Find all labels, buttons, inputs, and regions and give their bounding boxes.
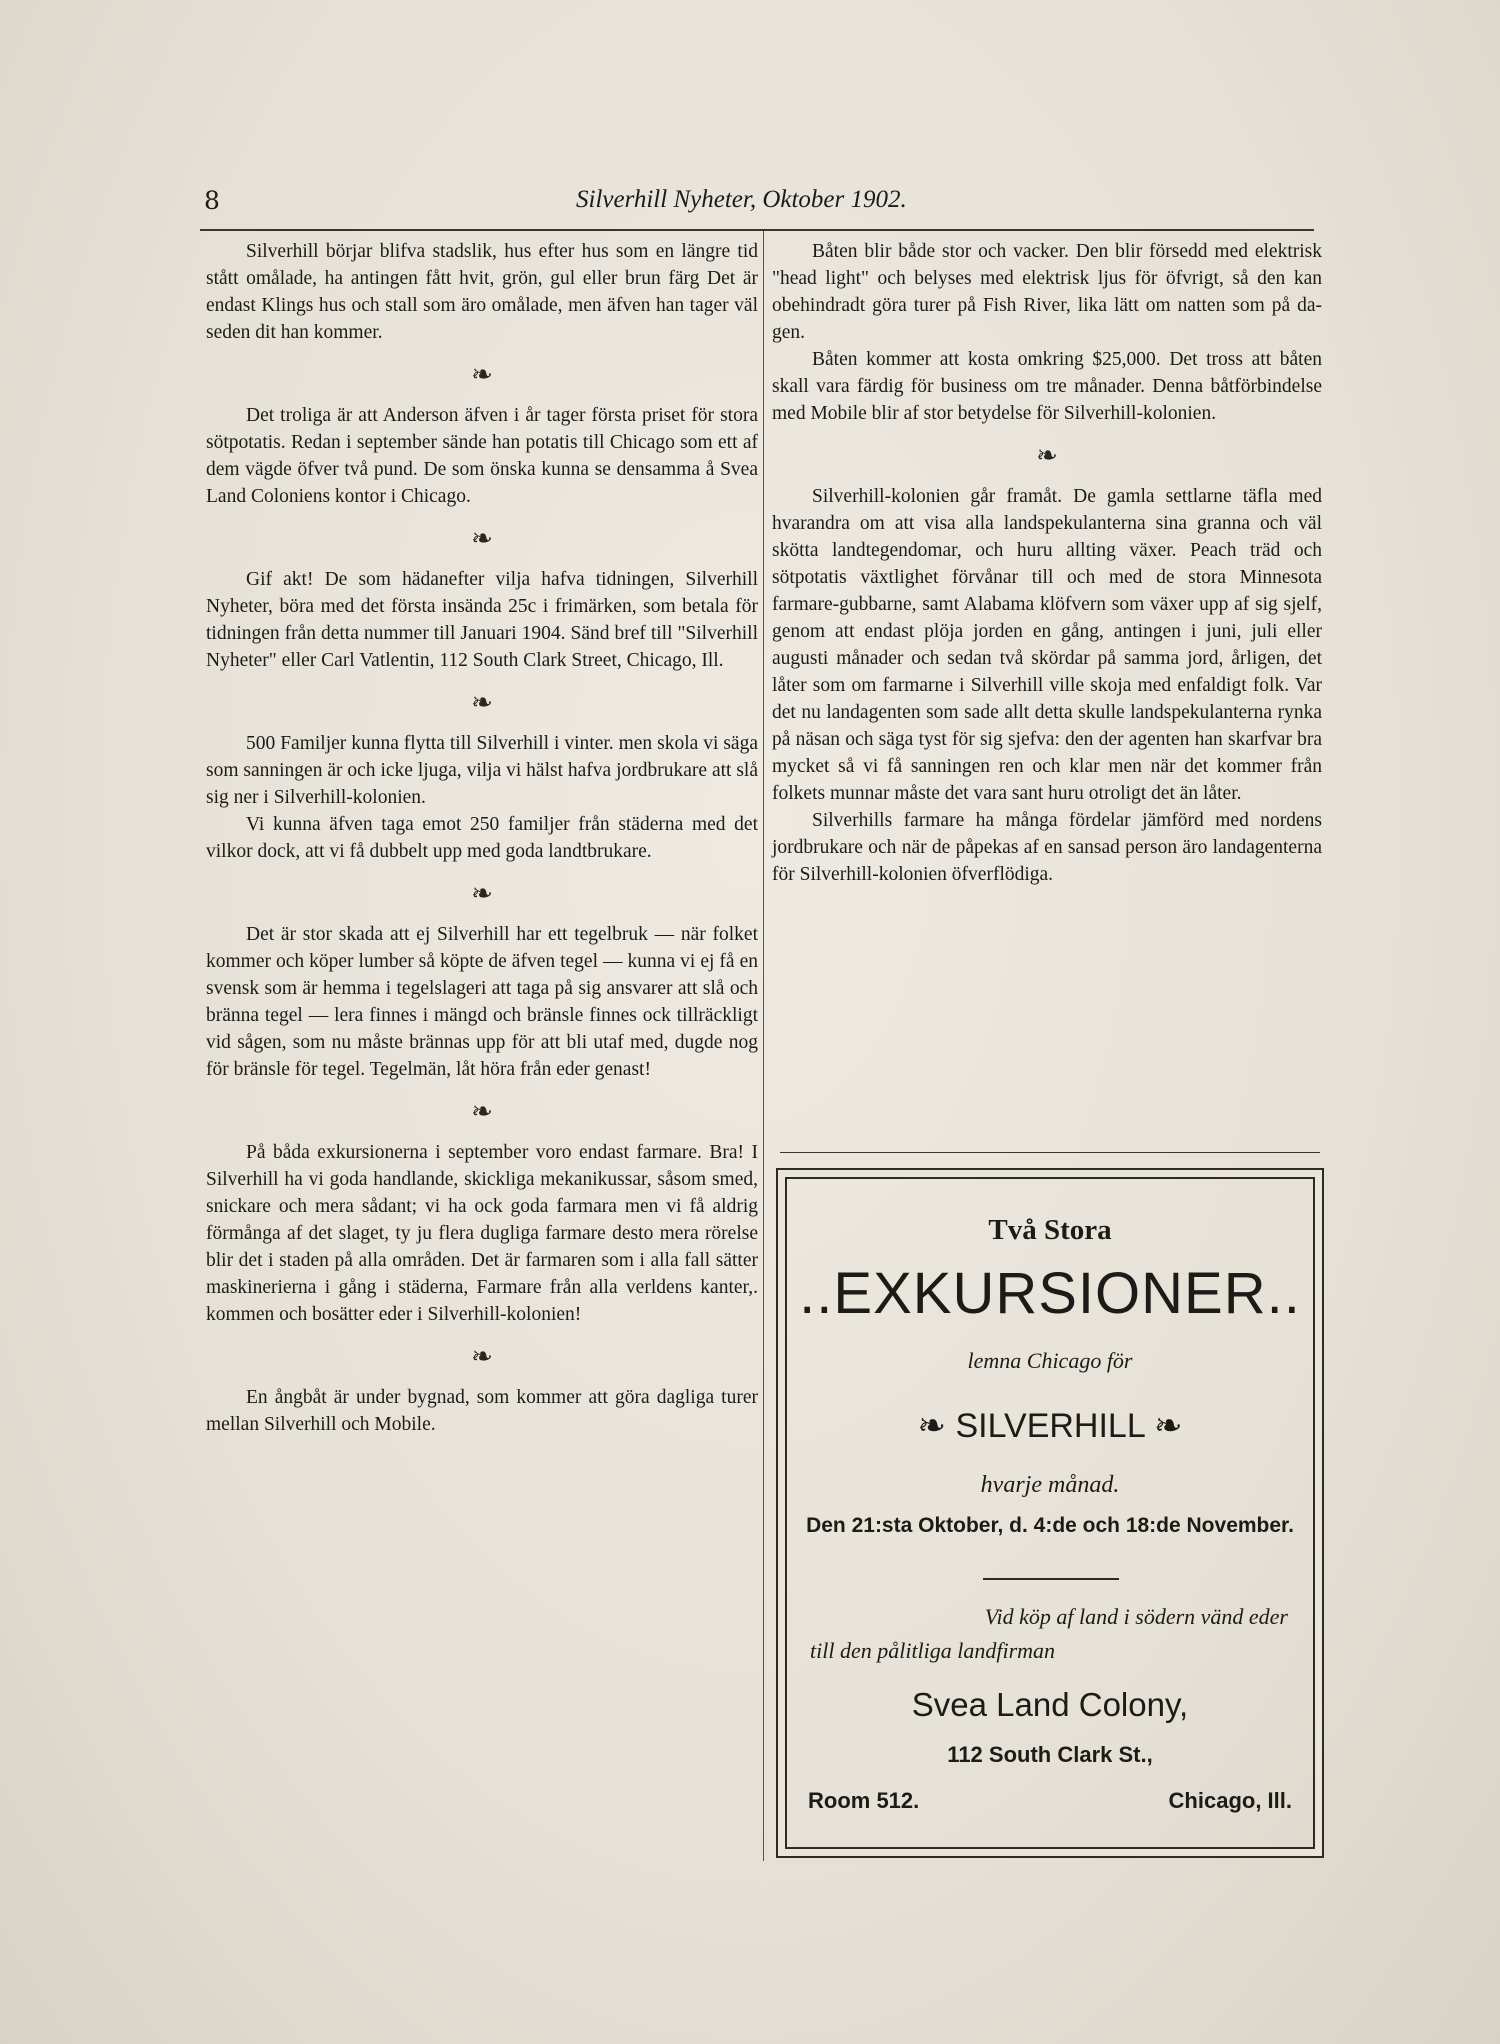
ad-city: Chicago, Ill. — [1168, 1788, 1292, 1813]
article-paragraph: Det troliga är att Anderson äfven i år tager första priset för stora sötpotatis. Redan i september sände han potatis till Chicago som ett af dem vägde öfver två pund. De som önska kunna se densamma å Svea Land Coloniens kontor i Chicago. — [206, 405, 758, 507]
ad-destination-name: SILVERHILL — [955, 1407, 1145, 1445]
article-paragraph: Silverhills farmare ha många fördelar jämförd med nordens jordbrukare och när de påpekas af en sansad person äro landagenterna för Silverhill-kolonien öfverflödiga. — [772, 810, 1322, 885]
article-paragraph: Silverhill-kolonien går framåt. De gamla settlarne täfla med hvarandra om att visa alla landspekulanterna sina granna och väl skötta landtegendomar, och huru allting växer. Peach träd och sötpotatis växtlighet förvånar till och med de stora Minnesota farmare-gubbarne, samt Alabama klöfvern som växer upp af sig sjelf, genom att endast plöja jorden en gång, antingen i juni, juli eller augusti månader och sedan två skördar på samma jord, årligen, det låter som om farmarne i Silverhill ville skoja med enfaldigt folk. Var det nu landagenten som sade allt detta skulle landspekulanterna rynka på näsan och säga tyst för sig sjefva: den der agenten han skarfvar bra mycket så vi få sanningen ren och klar men när det kommer från folkets munnar måste det vara sant huru otroligt det än låter. — [772, 486, 1322, 804]
excursion-advertisement — [776, 1168, 1324, 1858]
fleuron-ornament: ❧ — [471, 1342, 493, 1371]
ad-room: Room 512. — [808, 1788, 920, 1813]
fleuron-ornament: ❧ — [471, 1097, 493, 1126]
article-paragraph: En ångbåt är under bygnad, som kommer att göra dagliga turer mellan Silverhill och Mobile. — [206, 1387, 758, 1435]
ad-dates: Den 21:sta Oktober, d. 4:de och 18:de November. — [806, 1514, 1294, 1537]
fleuron-ornament: ❧ — [1036, 441, 1058, 470]
page-header — [204, 186, 1314, 226]
ad-company: Svea Land Colony, — [911, 1686, 1189, 1723]
article-paragraph: Silverhill börjar blifva stadslik, hus efter hus som en längre tid stått omålade, ha antingen fått hvit, grön, gul eller brun färg Det är endast Klings hus och stall som äro omålade, men äfven han tager väl seden dit han kommer. — [206, 241, 758, 343]
ad-divider — [983, 1578, 1119, 1580]
page-number: 8 — [204, 186, 220, 215]
article-paragraph: Båten blir både stor och vacker. Den blir försedd med elektrisk "head light" och belyses med elektrisk ljus för öfvrigt, så den kan obehindradt göra turer på Fish River, lika lätt om natten som på da-gen. — [772, 241, 1322, 343]
article-paragraph: Båten kommer att kosta omkring $25,000. Det tross att båten skall vara färdig för business om tre månader. Denna båtförbindelse med Mobile blir af stor betydelse för Silverhill-kolonien. — [772, 349, 1322, 424]
article-paragraph: På båda exkursionerna i september voro endast farmare. Bra! I Silverhill ha vi goda handlande, skickliga mekanikussar, såsom smed, snickare och mera sådant; vi ha ock goda farmara men vi få aldrig förmånga af det slaget, ty ju flera dugliga farmare desto mera rörelse blir det i staden på alla områden. Det är farmaren som i alla fall sätter maskinerierna i gång i städerna, Farmare från alla verldens kanter,. kommen och bosätter eder i Silverhill-kolonien! — [206, 1142, 758, 1325]
ad-address: 112 South Clark St., — [947, 1742, 1153, 1767]
fleuron-ornament: ❧ — [917, 1407, 947, 1445]
fleuron-ornament: ❧ — [471, 360, 493, 389]
left-column — [206, 238, 758, 1438]
fleuron-ornament: ❧ — [1153, 1407, 1183, 1445]
article-paragraph: Vi kunna äfven taga emot 250 familjer från städerna med det vilkor dock, att vi få dubbelt upp med goda landtbrukare. — [206, 814, 758, 862]
ad-headline: ..EXKURSIONER.. — [799, 1261, 1301, 1326]
column-divider — [763, 231, 764, 1861]
fleuron-ornament: ❧ — [471, 879, 493, 908]
ad-frequency: hvarje månad. — [980, 1472, 1120, 1498]
section-rule — [780, 1152, 1320, 1153]
article-paragraph: Det är stor skada att ej Silverhill har ett tegelbruk — när folket kommer och köper lumber så köpte de äfven tegel — kunna vi ej få en svensk som är hemma i tegelslageri att taga på sig ansvarer att slå och bränna tegel — lera finnes i mängd och bränsle finnes ock tillräckligt vid sågen, som nu måste brännas upp för att bli utaf med, dugde nog för bränsle för tegel. Tegelmän, låt höra från eder genast! — [206, 924, 758, 1080]
ad-subline: lemna Chicago för — [967, 1348, 1133, 1373]
ad-text-line: till den pålitliga landfirman — [810, 1638, 1056, 1663]
ad-title: Två Stora — [988, 1214, 1112, 1246]
page-title: Silverhill Nyheter, Oktober 1902. — [576, 186, 907, 213]
header-rule — [200, 229, 1314, 231]
fleuron-ornament: ❧ — [471, 524, 493, 553]
ad-text-line: Vid köp af land i södern vänd eder — [984, 1604, 1288, 1629]
ad-destination — [778, 1406, 1322, 1446]
fleuron-ornament: ❧ — [471, 688, 493, 717]
article-paragraph: Gif akt! De som hädanefter vilja hafva tidningen, Silverhill Nyheter, böra med det första insända 25c i frimärken, som betala för tidningen från detta nummer till Januari 1904. Sänd bref till "Silverhill Nyheter" eller Carl Vatlentin, 112 South Clark Street, Chicago, Ill. — [206, 569, 758, 671]
right-column — [772, 238, 1322, 888]
article-paragraph: 500 Familjer kunna flytta till Silverhill i vinter. men skola vi säga som sanningen är och icke ljuga, vilja vi hälst hafva jordbrukare att slå sig ner i Silverhill-kolonien. — [206, 733, 758, 808]
